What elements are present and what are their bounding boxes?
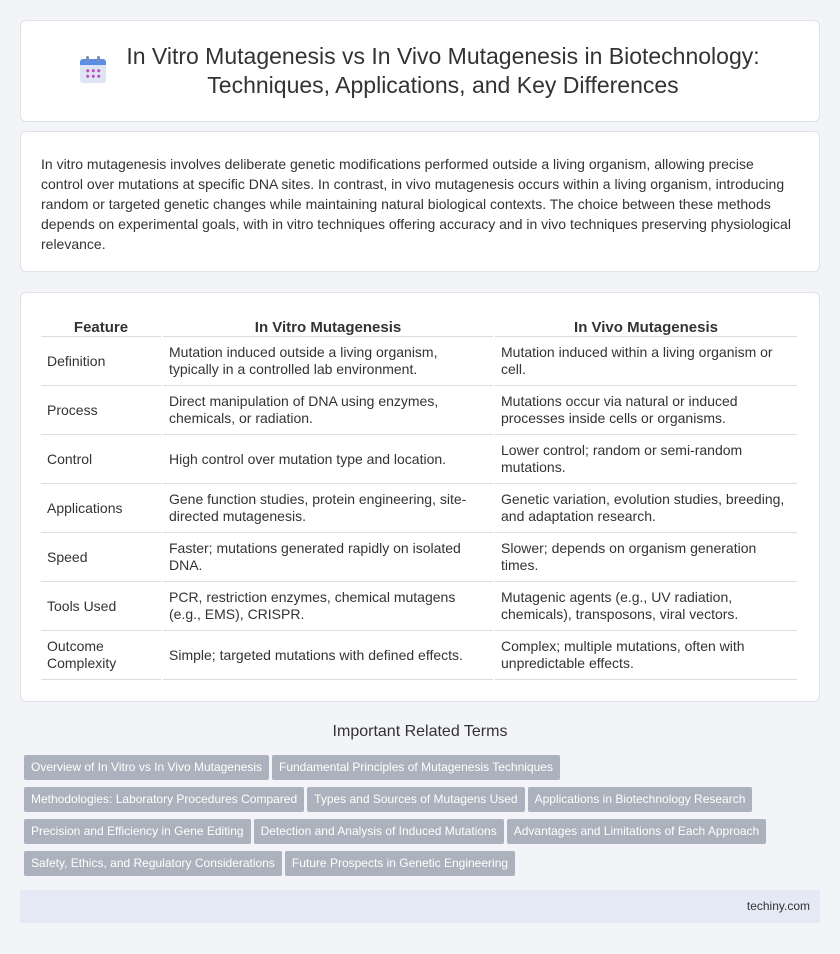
in-vitro-cell: Mutation induced outside a living organism, typically in a controlled lab environment. (163, 337, 493, 386)
related-term-tag[interactable]: Precision and Efficiency in Gene Editing (24, 819, 251, 844)
feature-cell: Outcome Complexity (41, 631, 161, 680)
table-row (41, 582, 797, 631)
related-term-tag[interactable]: Safety, Ethics, and Regulatory Considerations (24, 851, 282, 876)
comparison-table-card (20, 292, 820, 702)
in-vivo-cell: Complex; multiple mutations, often with unpredictable effects. (495, 631, 797, 680)
calendar-icon (80, 59, 106, 83)
related-term-tag[interactable]: Overview of In Vitro vs In Vivo Mutagenesis (24, 755, 269, 780)
intro-card (20, 131, 820, 272)
in-vivo-cell: Mutation induced within a living organism or cell. (495, 337, 797, 386)
in-vivo-cell: Mutations occur via natural or induced processes inside cells or organisms. (495, 386, 797, 435)
related-terms-heading: Important Related Terms (332, 723, 508, 740)
in-vitro-cell: Faster; mutations generated rapidly on isolated DNA. (163, 533, 493, 582)
in-vitro-cell: High control over mutation type and location. (163, 435, 493, 484)
feature-cell: Speed (41, 533, 161, 582)
feature-cell: Applications (41, 484, 161, 533)
in-vitro-cell: Gene function studies, protein engineering, site-directed mutagenesis. (163, 484, 493, 533)
header-in-vivo: In Vivo Mutagenesis (495, 315, 797, 337)
footer (20, 890, 820, 923)
related-term-tag[interactable]: Advantages and Limitations of Each Approach (507, 819, 767, 844)
related-term-tag[interactable]: Fundamental Principles of Mutagenesis Techniques (272, 755, 560, 780)
title-card (20, 20, 820, 122)
related-term-tag[interactable]: Detection and Analysis of Induced Mutations (254, 819, 504, 844)
related-terms-list (24, 755, 824, 883)
table-row (41, 484, 797, 533)
in-vitro-cell: Direct manipulation of DNA using enzymes, chemicals, or radiation. (163, 386, 493, 435)
table-row (41, 337, 797, 386)
feature-cell: Definition (41, 337, 161, 386)
page-title-line2: Techniques, Applications, and Key Differences (207, 72, 679, 98)
header-in-vitro: In Vitro Mutagenesis (163, 315, 493, 337)
page-title (126, 42, 759, 100)
intro-paragraph: In vitro mutagenesis involves deliberate genetic modifications performed outside a living organism, allowing precise control over mutations at specific DNA sites. In contrast, in vivo mutagenesis occurs within a living organism, introducing random or targeted genetic changes while maintaining natural biological contexts. The choice between these methods depends on experimental goals, with in vitro techniques offering accuracy and in vivo techniques preserving physiological relevance. (41, 156, 791, 252)
in-vitro-cell: Simple; targeted mutations with defined effects. (163, 631, 493, 680)
footer-site-link[interactable]: techiny.com (746, 899, 810, 913)
in-vivo-cell: Mutagenic agents (e.g., UV radiation, chemicals), transposons, viral vectors. (495, 582, 797, 631)
table-row (41, 435, 797, 484)
in-vitro-cell: PCR, restriction enzymes, chemical mutagens (e.g., EMS), CRISPR. (163, 582, 493, 631)
related-term-tag[interactable]: Methodologies: Laboratory Procedures Compared (24, 787, 304, 812)
page-title-line1: In Vitro Mutagenesis vs In Vivo Mutagenesis in Biotechnology: (126, 43, 760, 69)
related-term-tag[interactable]: Future Prospects in Genetic Engineering (285, 851, 515, 876)
feature-cell: Control (41, 435, 161, 484)
feature-cell: Tools Used (41, 582, 161, 631)
related-term-tag[interactable]: Applications in Biotechnology Research (528, 787, 753, 812)
in-vivo-cell: Slower; depends on organism generation times. (495, 533, 797, 582)
table-header-row (41, 315, 797, 337)
in-vivo-cell: Genetic variation, evolution studies, breeding, and adaptation research. (495, 484, 797, 533)
table-row (41, 386, 797, 435)
in-vivo-cell: Lower control; random or semi-random mutations. (495, 435, 797, 484)
comparison-table (39, 315, 799, 680)
related-term-tag[interactable]: Types and Sources of Mutagens Used (307, 787, 524, 812)
table-row (41, 631, 797, 680)
feature-cell: Process (41, 386, 161, 435)
header-feature: Feature (41, 315, 161, 337)
table-row (41, 533, 797, 582)
